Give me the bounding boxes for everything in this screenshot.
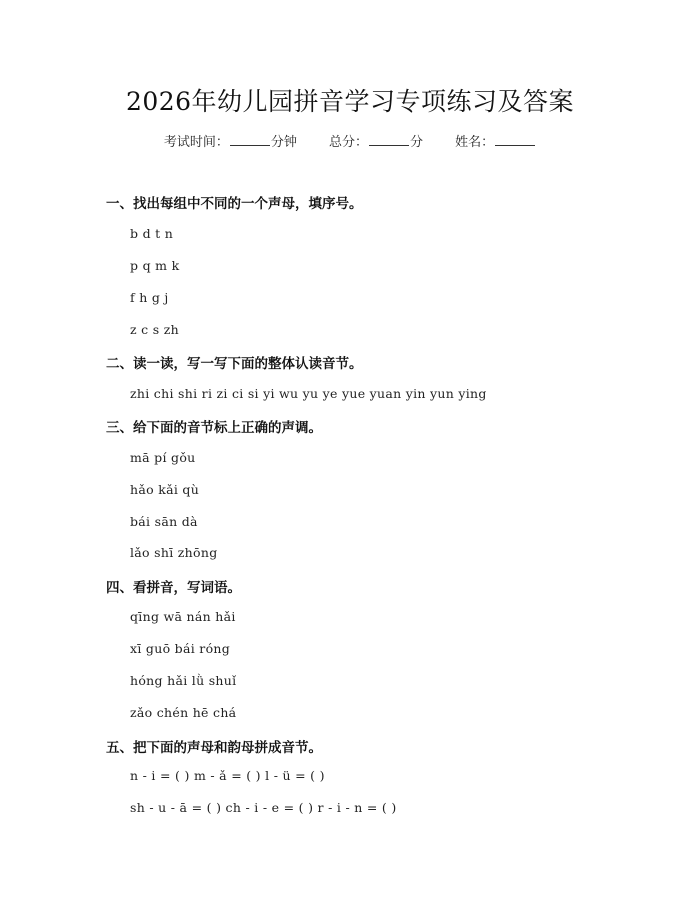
total-score-blank[interactable]: [369, 133, 409, 146]
section-heading-1: 一、找出每组中不同的一个声母，填序号。: [106, 196, 363, 212]
section-heading-4: 四、看拼音，写词语。: [106, 580, 241, 596]
section-3-line-3: bái sān dà: [130, 514, 198, 529]
section-1-line-2: p q m k: [130, 258, 180, 273]
total-score-field: [329, 131, 423, 150]
section-heading-5: 五、把下面的声母和韵母拼成音节。: [106, 740, 322, 756]
section-heading-3: 三、给下面的音节标上正确的声调。: [106, 420, 322, 436]
section-heading-2: 二、读一读，写一写下面的整体认读音节。: [106, 356, 363, 372]
student-name-blank[interactable]: [495, 133, 535, 146]
exam-time-blank[interactable]: [230, 133, 270, 146]
exam-time-field: [164, 131, 297, 150]
section-4-line-1: qīng wā nán hǎi: [130, 609, 236, 624]
section-3-line-4: lǎo shī zhōng: [130, 545, 218, 560]
section-3-line-2: hǎo kǎi qù: [130, 482, 200, 497]
section-5-line-1: n - i = ( ) m - ǎ = ( ) l - ü = ( ): [130, 768, 325, 783]
exam-time-unit: 分钟: [270, 135, 297, 150]
section-4-line-2: xī guō bái róng: [130, 641, 231, 656]
student-name-label: 姓名：: [455, 135, 495, 150]
section-4-line-4: zǎo chén hē chá: [130, 705, 237, 720]
section-1-line-3: f h g j: [130, 290, 169, 305]
section-4-line-3: hóng hǎi lǜ shuǐ: [130, 673, 237, 688]
page-title: 2026年幼儿园拼音学习专项练习及答案: [125, 87, 575, 116]
total-score-label: 总分：: [328, 135, 368, 150]
section-3-line-1: mā pí gǒu: [130, 450, 196, 465]
section-2-line-1: zhi chi shi ri zi ci si yi wu yu ye yue yuan yin yun ying: [130, 386, 487, 401]
exam-time-label: 考试时间：: [163, 135, 229, 150]
section-1-line-4: z c s zh: [130, 322, 179, 337]
exam-info-bar: [0, 131, 700, 150]
section-5-line-2: sh - u - ā = ( ) ch - i - e = ( ) r - i - n = ( ): [130, 800, 397, 815]
student-name-field: [455, 131, 536, 150]
section-1-line-1: b d t n: [130, 226, 174, 241]
total-score-unit: 分: [410, 135, 424, 150]
